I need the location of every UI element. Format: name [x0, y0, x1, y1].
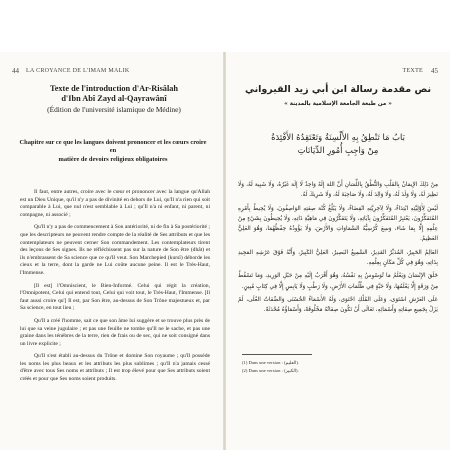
arabic-paragraph: لَيْسَ لِأَوَّلِيَّتِهِ ابْتِدَاءٌ، وَلَا لِآخِرِيَّتِهِ انْقِضَاءٌ، وَلَا يَبْلُغُ كُنْهَ صِفَتِهِ الوَاصِفُونَ، وَلَا يُحِيطُ بِأَمْرِهِ المُتَفَكِّرُونَ، يَعْتَبِرُ المُتَفَكِّرُونَ بِآيَاتِهِ، وَلَا يَتَفَكَّرُونَ فِي مَاهِيَّةِ ذَاتِهِ، وَلَا يُحِيطُونَ بِشَيْءٍ مِنْ عِلْمِهِ إِلَّا بِمَا شَاءَ، وَسِعَ كُرْسِيُّهُ السَّمَاوَاتِ وَالأَرْضَ، وَلَا يَؤُودُهُ حِفْظُهُمَا، وَهُوَ العَلِيُّ العَظِيمُ.	[238, 205, 438, 243]
book-spread	[0, 52, 450, 450]
french-chapter-heading	[18, 139, 208, 164]
running-head-text-right: TEXTE	[402, 68, 423, 74]
footnote-rule	[242, 354, 312, 355]
arabic-title: نص مقدمة رسالة ابن أبي زيد القيرواني	[244, 84, 432, 95]
french-title-line2: d'Ibn Abî Zayd al-Qayrawânî	[61, 94, 167, 103]
french-paragraph: Qu'Il a créé l'homme, sait ce que son âme lui suggère et se trouve plus près de lui que sa veine jugulaire ; et pas une feuille ne tombe qu'Il ne le sache, et pas une graine dans les ténèbres de la terre, rien de frais ou de sec, qui ne soit consigné dans un livre explicite ;	[20, 317, 210, 347]
page-number-left: 44	[12, 67, 19, 75]
french-paragraph: Il faut, entre autres, croire avec le cœur et prononcer avec la langue qu'Allah est un Dieu Unique, qu'il n'y a pas de divinité en dehors de Lui, qu'Il n'a rien qui soit comparable à Lui, que nul n'est semblable à Lui ; qu'Il n'a ni enfant, ni parent, ni compagne, ni associé ;	[20, 189, 210, 218]
french-chapter-line2: matière de devoirs religieux obligatoires	[58, 155, 168, 163]
french-paragraph: Qu'Il n'y a pas de commencement à Son antériorité, ni de fin à Sa postériorité ; que les descripteurs ne peuvent rendre compte de la réalité de Ses attributs et que les contemplateurs ne peuvent cerner Son commandement. Les contemplateurs tirent des leçons de Ses signes. Ils ne réfléchissent pas sur la nature de Son être (dhât) et ils n'embrassent de Sa science que ce qu'Il veut. Son Marchepied (kursî) déborde les cieux et la terre, dont la garde ne Lui coûte aucune peine. Il est le Très-Haut, l'Immense.	[20, 224, 210, 276]
footnote: (2) Dans une version : (الكبير).	[242, 367, 299, 373]
french-title	[14, 84, 214, 104]
arabic-chapter-line2: مِنْ وَاجِبِ أُمُورِ الدِّيَانَاتِ	[297, 145, 379, 155]
arabic-body	[238, 180, 438, 319]
arabic-paragraph: مِنْ ذَلِكَ الإِيمَانُ بِالقَلْبِ وَالنُّطْقُ بِاللِّسَانِ أَنَّ اللهَ إِلَهٌ وَاحِدٌ لَا إِلَهَ غَيْرُهُ، وَلَا شَبِيهَ لَهُ، وَلَا نَظِيرَ لَهُ، وَلَا وَلَدَ لَهُ، وَلَا وَالِدَ لَهُ، وَلَا صَاحِبَةَ لَهُ، وَلَا شَرِيكَ لَهُ.	[238, 182, 438, 199]
arabic-chapter-line1: بَابُ مَا تَنْطِقُ بِهِ الأَلْسِنَةُ وَتَعْتَقِدُهُ الأَفْئِدَةُ	[271, 132, 405, 142]
french-body	[20, 189, 210, 389]
footnote: (1) Dans une version : (العليم).	[242, 360, 300, 365]
running-head-text-left: LA CROYANCE DE L'IMAM MALIK	[26, 68, 130, 74]
french-paragraph: Qu'Il s'est établi au-dessus du Trône et domine Son royaume ; qu'Il possède les noms les plus beaux et les attributs les plus sublimes ; qu'Il n'a jamais cessé d'être avec tous Ses noms et attributs ; Il est trop élevé pour que Ses attributs soient créés et pour que Ses noms soient produits.	[20, 353, 210, 383]
french-subtitle: (Édition de l'université islamique de Médine)	[47, 105, 181, 114]
arabic-subtitle: « من طبعة الجامعة الإسلامية بالمدينة »	[284, 101, 392, 107]
page-number-right: 45	[431, 67, 438, 75]
french-title-line1: Texte de l'introduction d'Ar-Risâlah	[49, 84, 179, 93]
arabic-chapter-heading	[240, 131, 436, 157]
french-chapter-line1: Chapitre sur ce que les langues doivent prononcer et les cœurs croire en	[19, 139, 207, 155]
arabic-paragraph: العَالِمُ الخَبِيرُ، المُدَبِّرُ القَدِيرُ، السَّمِيعُ البَصِيرُ، العَلِيُّ الكَبِيرُ، وَأَنَّهُ فَوْقَ عَرْشِهِ المَجِيدِ بِذَاتِهِ، وَهُوَ فِي كُلِّ مَكَانٍ بِعِلْمِهِ.	[238, 249, 438, 267]
right-page	[226, 52, 450, 450]
footnotes	[242, 359, 432, 374]
running-head-right	[226, 68, 450, 76]
arabic-paragraph: خَلَقَ الإِنْسَانَ وَيَعْلَمُ مَا تُوَسْوِسُ بِهِ نَفْسُهُ، وَهُوَ أَقْرَبُ إِلَيْهِ مِنْ حَبْلِ الوَرِيدِ، وَمَا تَسْقُطُ مِنْ وَرَقَةٍ إِلَّا يَعْلَمُهَا، وَلَا حَبَّةٍ فِي ظُلُمَاتِ الأَرْضِ، وَلَا رَطْبٍ وَلَا يَابِسٍ إِلَّا فِي كِتَابٍ مُبِينٍ.	[238, 273, 438, 290]
french-paragraph: [Il est] l'Omniscient, le Bien-Informé. Celui qui régit la création, l'Omnipotent, Celui qui entend tout, Celui qui voit tout, le Très-Haut, l'Immense. [Il faut aussi croire qu'] Il est, par Son être, au-dessus de Son Trône majestueux et, par Sa science, en tout lieu ;	[20, 282, 210, 312]
running-head-left	[0, 68, 224, 76]
left-page	[0, 52, 224, 450]
arabic-paragraph: عَلَى العَرْشِ اسْتَوَى، وَعَلَى المُلْكِ احْتَوَى، وَلَهُ الأَسْمَاءُ الحُسْنَى وَالصِّفَاتُ العُلَى، لَمْ يَزَلْ بِجَمِيعِ صِفَاتِهِ وَأَسْمَائِهِ، تَعَالَى أَنْ تَكُونَ صِفَاتُهُ مَخْلُوقَةً، وَأَسْمَاؤُهُ مُحْدَثَةً.	[238, 296, 438, 314]
